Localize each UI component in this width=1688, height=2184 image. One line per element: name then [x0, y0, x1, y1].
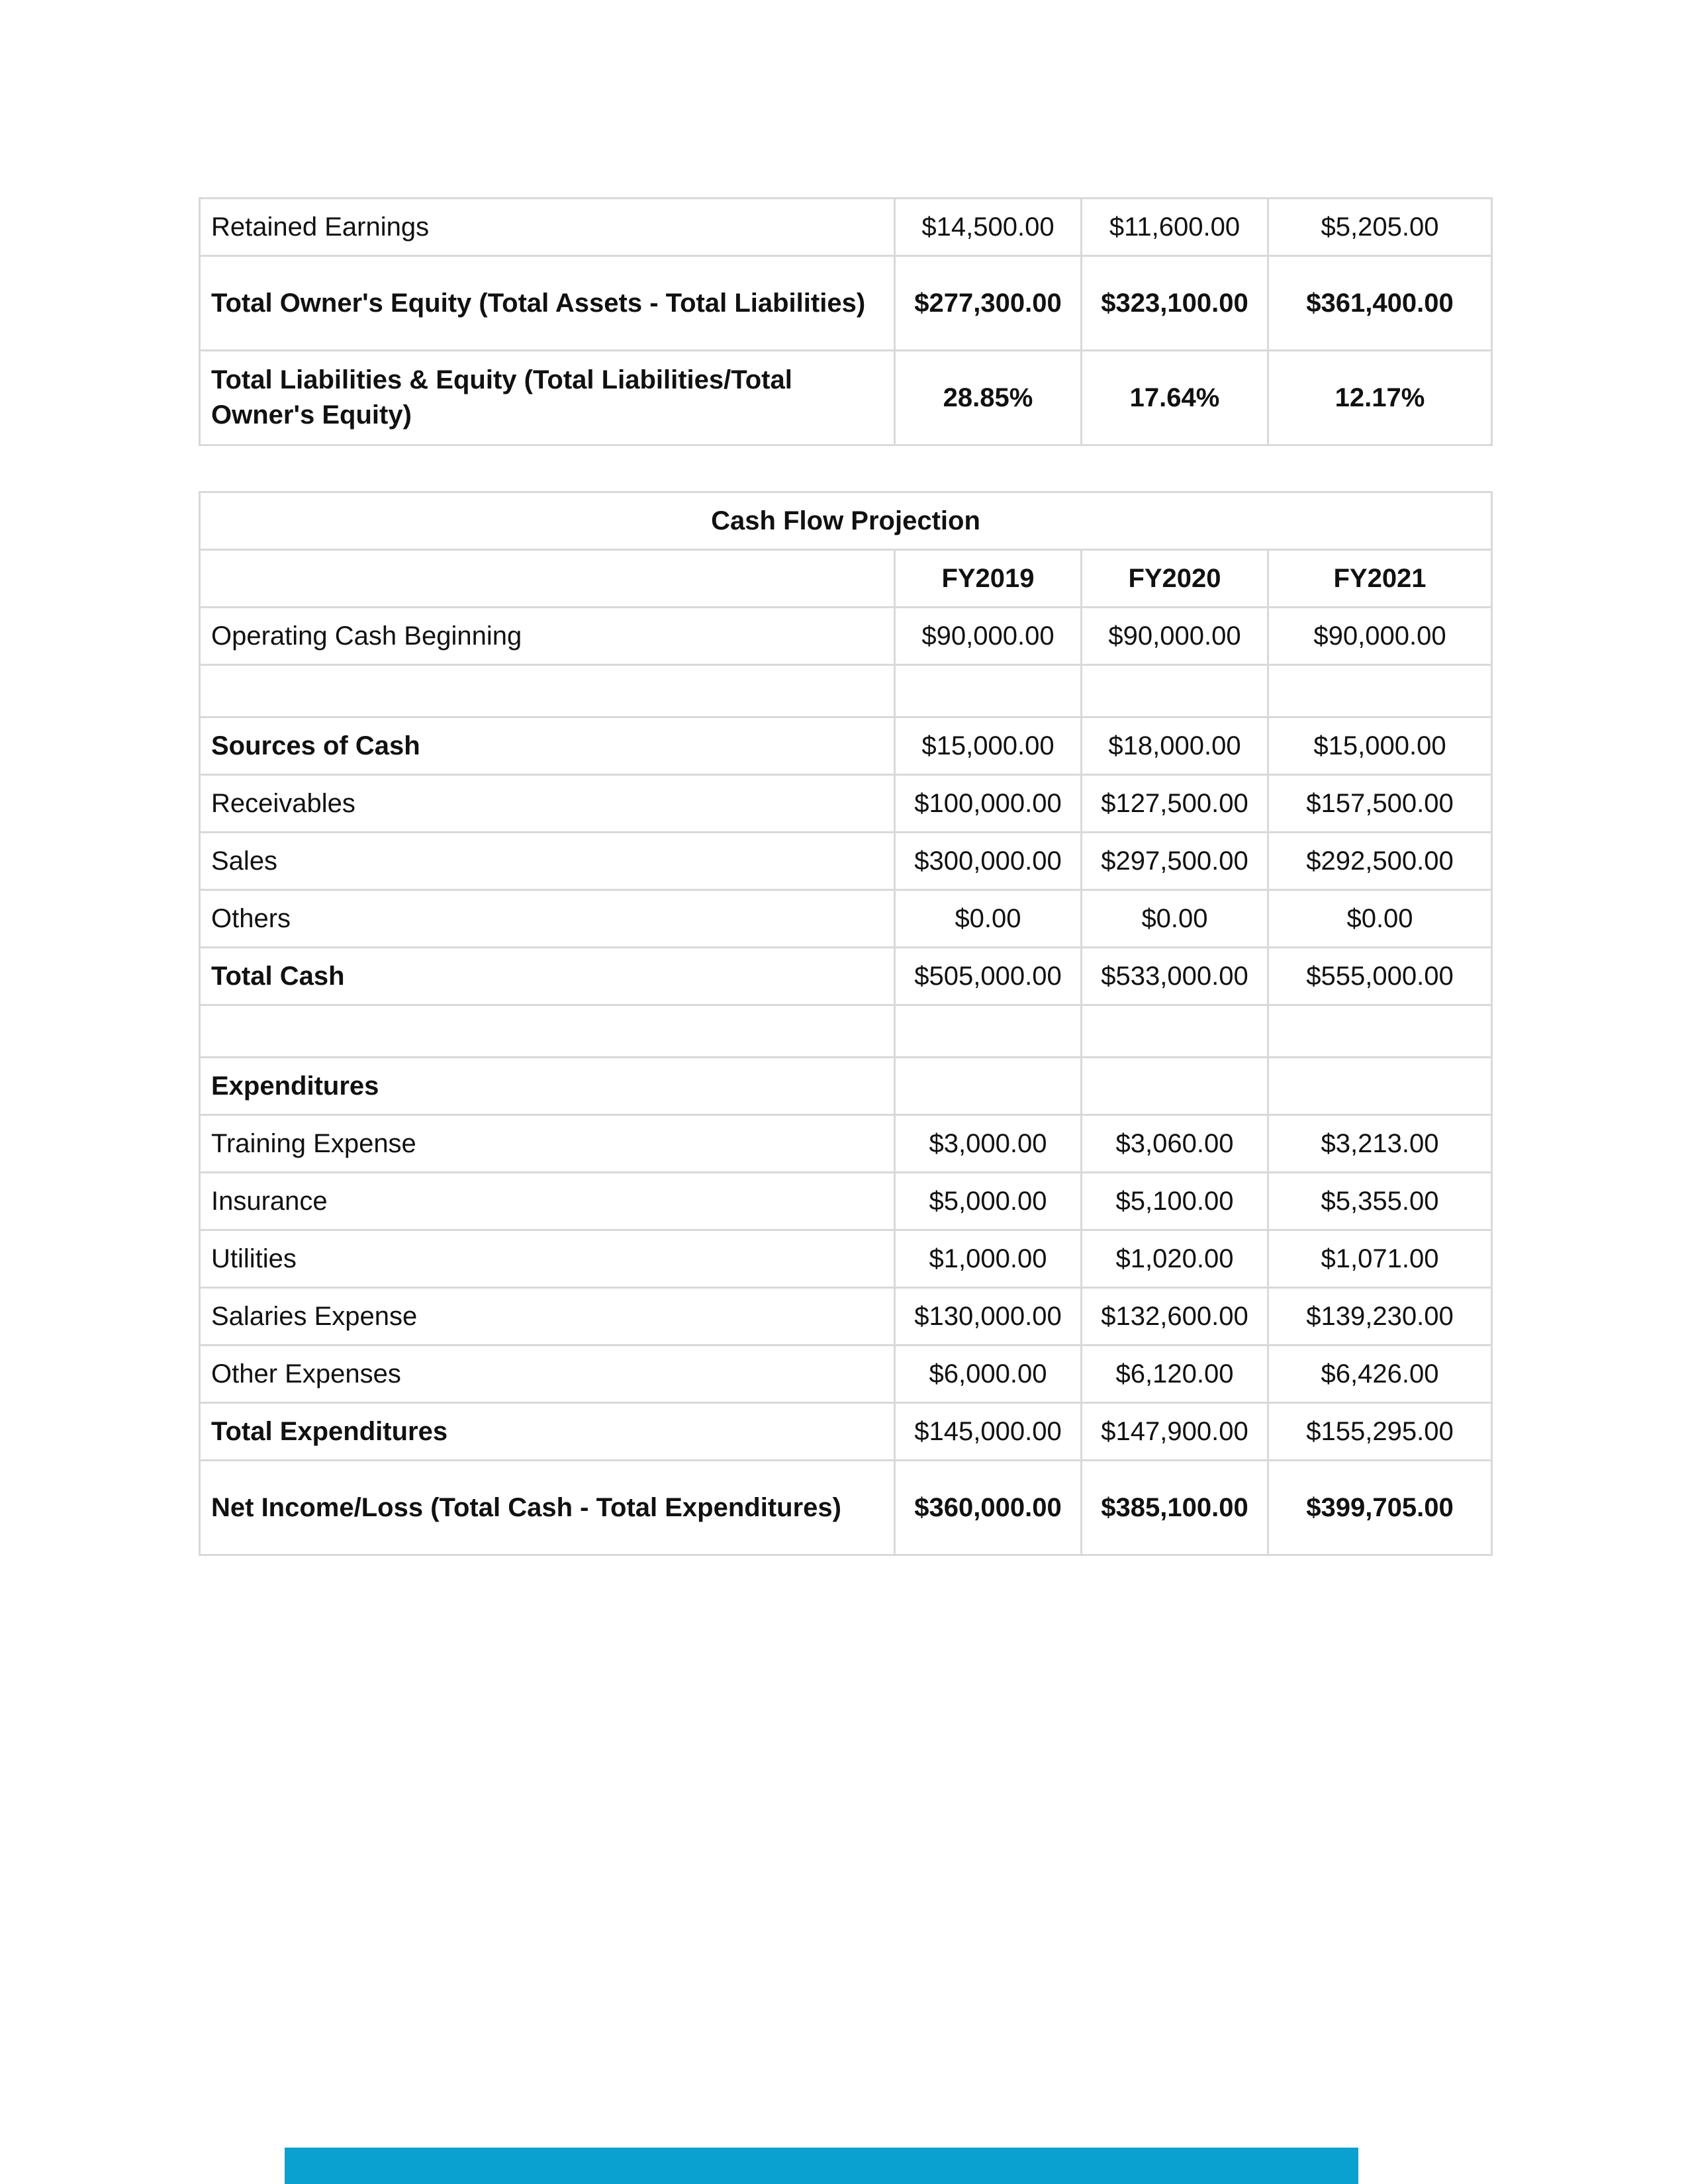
value-cell: $11,600.00: [1082, 199, 1268, 256]
value-cell: 17.64%: [1082, 351, 1268, 445]
row-label: Expenditures: [200, 1058, 895, 1115]
row-label: Total Liabilities & Equity (Total Liabilities/Total Owner's Equity): [200, 351, 895, 445]
value-cell: [895, 1005, 1082, 1058]
value-cell: $15,000.00: [1268, 717, 1492, 775]
row-label: Sources of Cash: [200, 717, 895, 775]
value-cell: 28.85%: [895, 351, 1082, 445]
table-row-total-owners-equity: [200, 256, 1492, 351]
value-cell: $3,000.00: [895, 1115, 1082, 1173]
value-cell: $1,000.00: [895, 1230, 1082, 1288]
table-row: [200, 1115, 1492, 1173]
row-label: Receivables: [200, 775, 895, 833]
row-label: Other Expenses: [200, 1345, 895, 1403]
value-cell: $6,000.00: [895, 1345, 1082, 1403]
value-cell: $15,000.00: [895, 717, 1082, 775]
row-label: Others: [200, 890, 895, 948]
row-label: Insurance: [200, 1173, 895, 1230]
value-cell: $157,500.00: [1268, 775, 1492, 833]
row-label: Total Expenditures: [200, 1403, 895, 1461]
table-title-row: [200, 492, 1492, 550]
column-header-fy2019: FY2019: [895, 550, 1082, 608]
table-row-net-income: [200, 1461, 1492, 1555]
footer-accent-bar: [285, 2148, 1358, 2184]
row-label: Total Cash: [200, 948, 895, 1005]
value-cell: [895, 665, 1082, 717]
table-row: [200, 775, 1492, 833]
value-cell: $3,213.00: [1268, 1115, 1492, 1173]
table-row: [200, 1058, 1492, 1115]
table-row: [200, 948, 1492, 1005]
column-header-fy2021: FY2021: [1268, 550, 1492, 608]
value-cell: $323,100.00: [1082, 256, 1268, 351]
cash-flow-table: [199, 491, 1493, 1556]
row-label: Sales: [200, 833, 895, 890]
row-label: Utilities: [200, 1230, 895, 1288]
value-cell: $385,100.00: [1082, 1461, 1268, 1555]
table-row: [200, 1230, 1492, 1288]
table-header-row: [200, 550, 1492, 608]
value-cell: $90,000.00: [895, 608, 1082, 665]
value-cell: $360,000.00: [895, 1461, 1082, 1555]
row-label: Total Owner's Equity (Total Assets - Total Liabilities): [200, 256, 895, 351]
table-row-retained-earnings: [200, 199, 1492, 256]
table-row: [200, 1173, 1492, 1230]
value-cell: $0.00: [1082, 890, 1268, 948]
equity-table: [199, 197, 1493, 446]
row-label: [200, 665, 895, 717]
table-row: [200, 1288, 1492, 1345]
value-cell: [1082, 1058, 1268, 1115]
value-cell: [1268, 665, 1492, 717]
value-cell: 12.17%: [1268, 351, 1492, 445]
value-cell: $155,295.00: [1268, 1403, 1492, 1461]
table-title: Cash Flow Projection: [200, 492, 1492, 550]
value-cell: $3,060.00: [1082, 1115, 1268, 1173]
value-cell: $0.00: [895, 890, 1082, 948]
value-cell: $5,355.00: [1268, 1173, 1492, 1230]
value-cell: $90,000.00: [1268, 608, 1492, 665]
value-cell: $130,000.00: [895, 1288, 1082, 1345]
value-cell: $6,120.00: [1082, 1345, 1268, 1403]
value-cell: $145,000.00: [895, 1403, 1082, 1461]
value-cell: $90,000.00: [1082, 608, 1268, 665]
row-label: Retained Earnings: [200, 199, 895, 256]
value-cell: $361,400.00: [1268, 256, 1492, 351]
row-label: Salaries Expense: [200, 1288, 895, 1345]
row-label: Training Expense: [200, 1115, 895, 1173]
value-cell: $297,500.00: [1082, 833, 1268, 890]
table-row: [200, 608, 1492, 665]
value-cell: $5,100.00: [1082, 1173, 1268, 1230]
value-cell: $18,000.00: [1082, 717, 1268, 775]
table-row: [200, 717, 1492, 775]
table-row-spacer: [200, 1005, 1492, 1058]
value-cell: [1268, 1058, 1492, 1115]
value-cell: [1082, 665, 1268, 717]
value-cell: $127,500.00: [1082, 775, 1268, 833]
value-cell: $399,705.00: [1268, 1461, 1492, 1555]
table-row: [200, 833, 1492, 890]
value-cell: $100,000.00: [895, 775, 1082, 833]
value-cell: [1268, 1005, 1492, 1058]
table-row-spacer: [200, 665, 1492, 717]
value-cell: $505,000.00: [895, 948, 1082, 1005]
value-cell: $147,900.00: [1082, 1403, 1268, 1461]
value-cell: $132,600.00: [1082, 1288, 1268, 1345]
table-row: [200, 890, 1492, 948]
header-empty-cell: [200, 550, 895, 608]
table-row-total-liabilities-equity: [200, 351, 1492, 445]
value-cell: [1082, 1005, 1268, 1058]
value-cell: [895, 1058, 1082, 1115]
value-cell: $1,020.00: [1082, 1230, 1268, 1288]
value-cell: $555,000.00: [1268, 948, 1492, 1005]
row-label: Operating Cash Beginning: [200, 608, 895, 665]
value-cell: $0.00: [1268, 890, 1492, 948]
value-cell: $533,000.00: [1082, 948, 1268, 1005]
value-cell: $1,071.00: [1268, 1230, 1492, 1288]
value-cell: $14,500.00: [895, 199, 1082, 256]
value-cell: $5,000.00: [895, 1173, 1082, 1230]
row-label: [200, 1005, 895, 1058]
value-cell: $300,000.00: [895, 833, 1082, 890]
value-cell: $292,500.00: [1268, 833, 1492, 890]
value-cell: $5,205.00: [1268, 199, 1492, 256]
table-row: [200, 1403, 1492, 1461]
table-row: [200, 1345, 1492, 1403]
row-label: Net Income/Loss (Total Cash - Total Expenditures): [200, 1461, 895, 1555]
value-cell: $277,300.00: [895, 256, 1082, 351]
value-cell: $6,426.00: [1268, 1345, 1492, 1403]
value-cell: $139,230.00: [1268, 1288, 1492, 1345]
column-header-fy2020: FY2020: [1082, 550, 1268, 608]
